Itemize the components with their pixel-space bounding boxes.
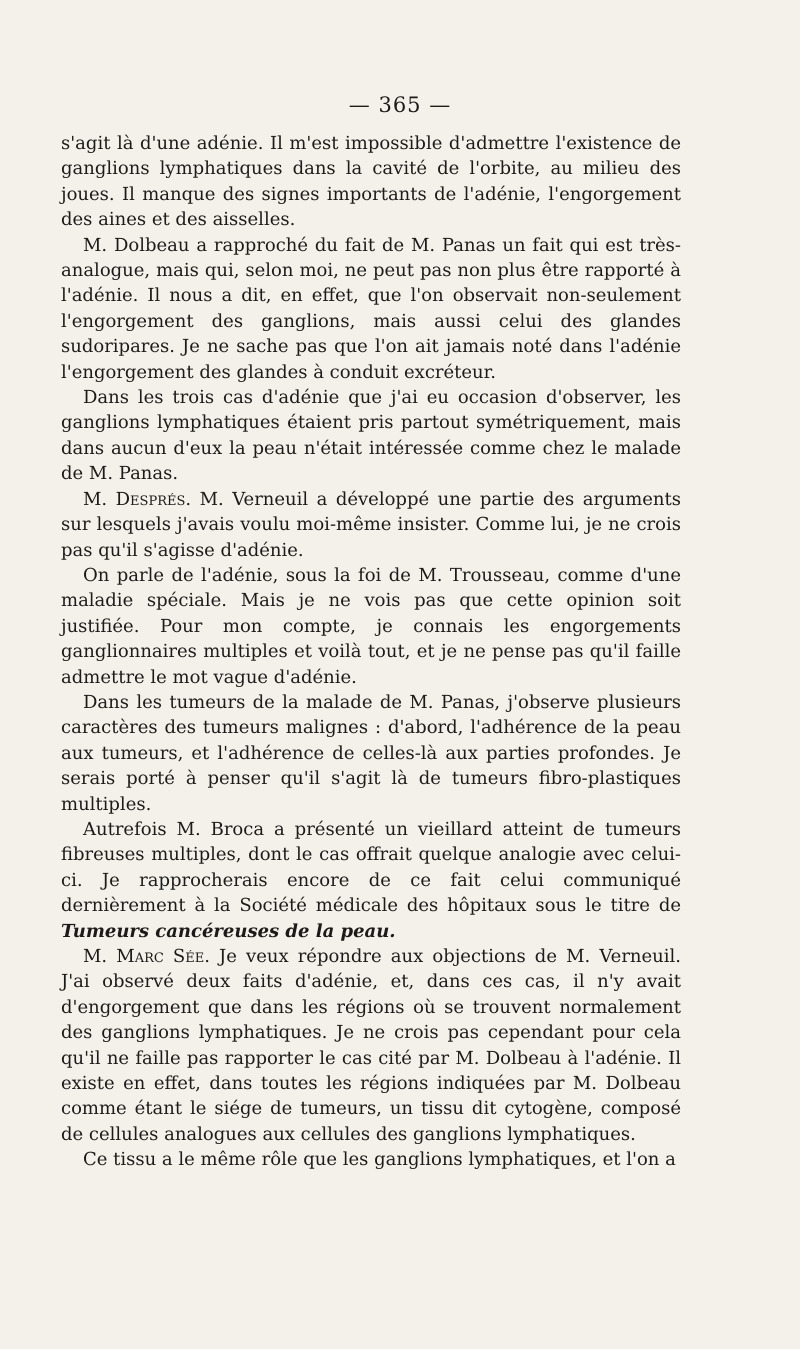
paragraph-text: s'agit là d'une adénie. Il m'est impossible d'admettre l'existence de ganglions lymphatiques dans la cavité de l'orbite, au milieu des joues. Il manque des signes importants de l'adénie, l'engorgement des aines et des aisselles.: [61, 133, 681, 231]
paragraph-text: M. Dolbeau a rapproché du fait de M. Panas un fait qui est très-analogue, mais qui, selon moi, ne peut pas non plus être rapporté à l'adénie. Il nous a dit, en effet, que l'on observait non-seulement l'engorgement des ganglions, mais aussi celui des glandes sudoripares. Je ne sache pas que l'on ait jamais noté dans l'adénie l'engorgement des glandes à conduit excréteur.: [61, 234, 681, 383]
speaker-name: Després: [115, 488, 186, 510]
paragraph: [61, 131, 681, 233]
paragraph: [61, 690, 681, 817]
paragraph: [61, 817, 681, 944]
paragraph-text: Ce tissu a le même rôle que les ganglions lymphatiques, et l'on a: [83, 1149, 676, 1171]
cited-title: Tumeurs cancéreuses de la peau.: [61, 920, 396, 942]
paragraph-text: M.: [83, 946, 117, 967]
speaker-name: Marc Sée: [116, 946, 205, 967]
paragraph: [61, 1147, 681, 1172]
paragraph-text: Dans les trois cas d'adénie que j'ai eu occasion d'observer, les ganglions lymphatiques étaient pris partout symétriquement, mais dans aucun d'eux la peau n'était intéressée comme chez le malade de M. Panas.: [61, 387, 681, 485]
paragraph-text: On parle de l'adénie, sous la foi de M. Trousseau, comme d'une maladie spéciale. Mais je ne vois pas que cette opinion soit justifiée. Pour mon compte, je connais les engorgements ganglionnaires multiples et voilà tout, et je ne pense pas qu'il faille admettre le mot vague d'adénie.: [61, 564, 681, 688]
paragraph-text: Autrefois M. Broca a présenté un vieillard atteint de tumeurs fibreuses multiples, dont le cas offrait quelque analogie avec celui-ci. Je rapprocherais encore de ce fait celui communiqué dernièrement à la Société médicale des hôpitaux sous le titre de: [61, 818, 681, 917]
paragraph: [61, 944, 681, 1147]
paragraph: [61, 233, 681, 385]
paragraph-text: . M. Verneuil a développé une partie des arguments sur lesquels j'avais voulu moi-même insister. Comme lui, je ne crois pas qu'il s'agisse d'adénie.: [61, 488, 681, 561]
body-text: [61, 131, 681, 1173]
page-number: — 365 —: [348, 93, 452, 117]
paragraph-text: Dans les tumeurs de la malade de M. Panas, j'observe plusieurs caractères des tumeurs malignes : d'abord, l'adhérence de la peau aux tumeurs, et l'adhérence de celles-là aux parties profondes. Je serais porté à penser qu'il s'agit là de tumeurs fibro-plastiques multiples.: [61, 691, 681, 815]
paragraph-text: . Je veux répondre aux objections de M. Verneuil. J'ai observé deux faits d'adénie, et, dans ces cas, il n'y avait d'engorgement que dans les régions où se trouvent normalement des ganglions lymphatiques. Je ne crois pas cependant pour cela qu'il ne faille pas rapporter le cas cité par M. Dolbeau à l'adénie. Il existe en effet, dans toutes les régions indiquées par M. Dolbeau comme étant le siége de tumeurs, un tissu dit cytogène, composé de cellules analogues aux cellules des ganglions lymphatiques.: [61, 946, 681, 1145]
paragraph-text: M.: [83, 488, 116, 510]
paragraph: [61, 563, 681, 690]
paragraph: [61, 385, 681, 487]
paragraph: [61, 487, 681, 563]
